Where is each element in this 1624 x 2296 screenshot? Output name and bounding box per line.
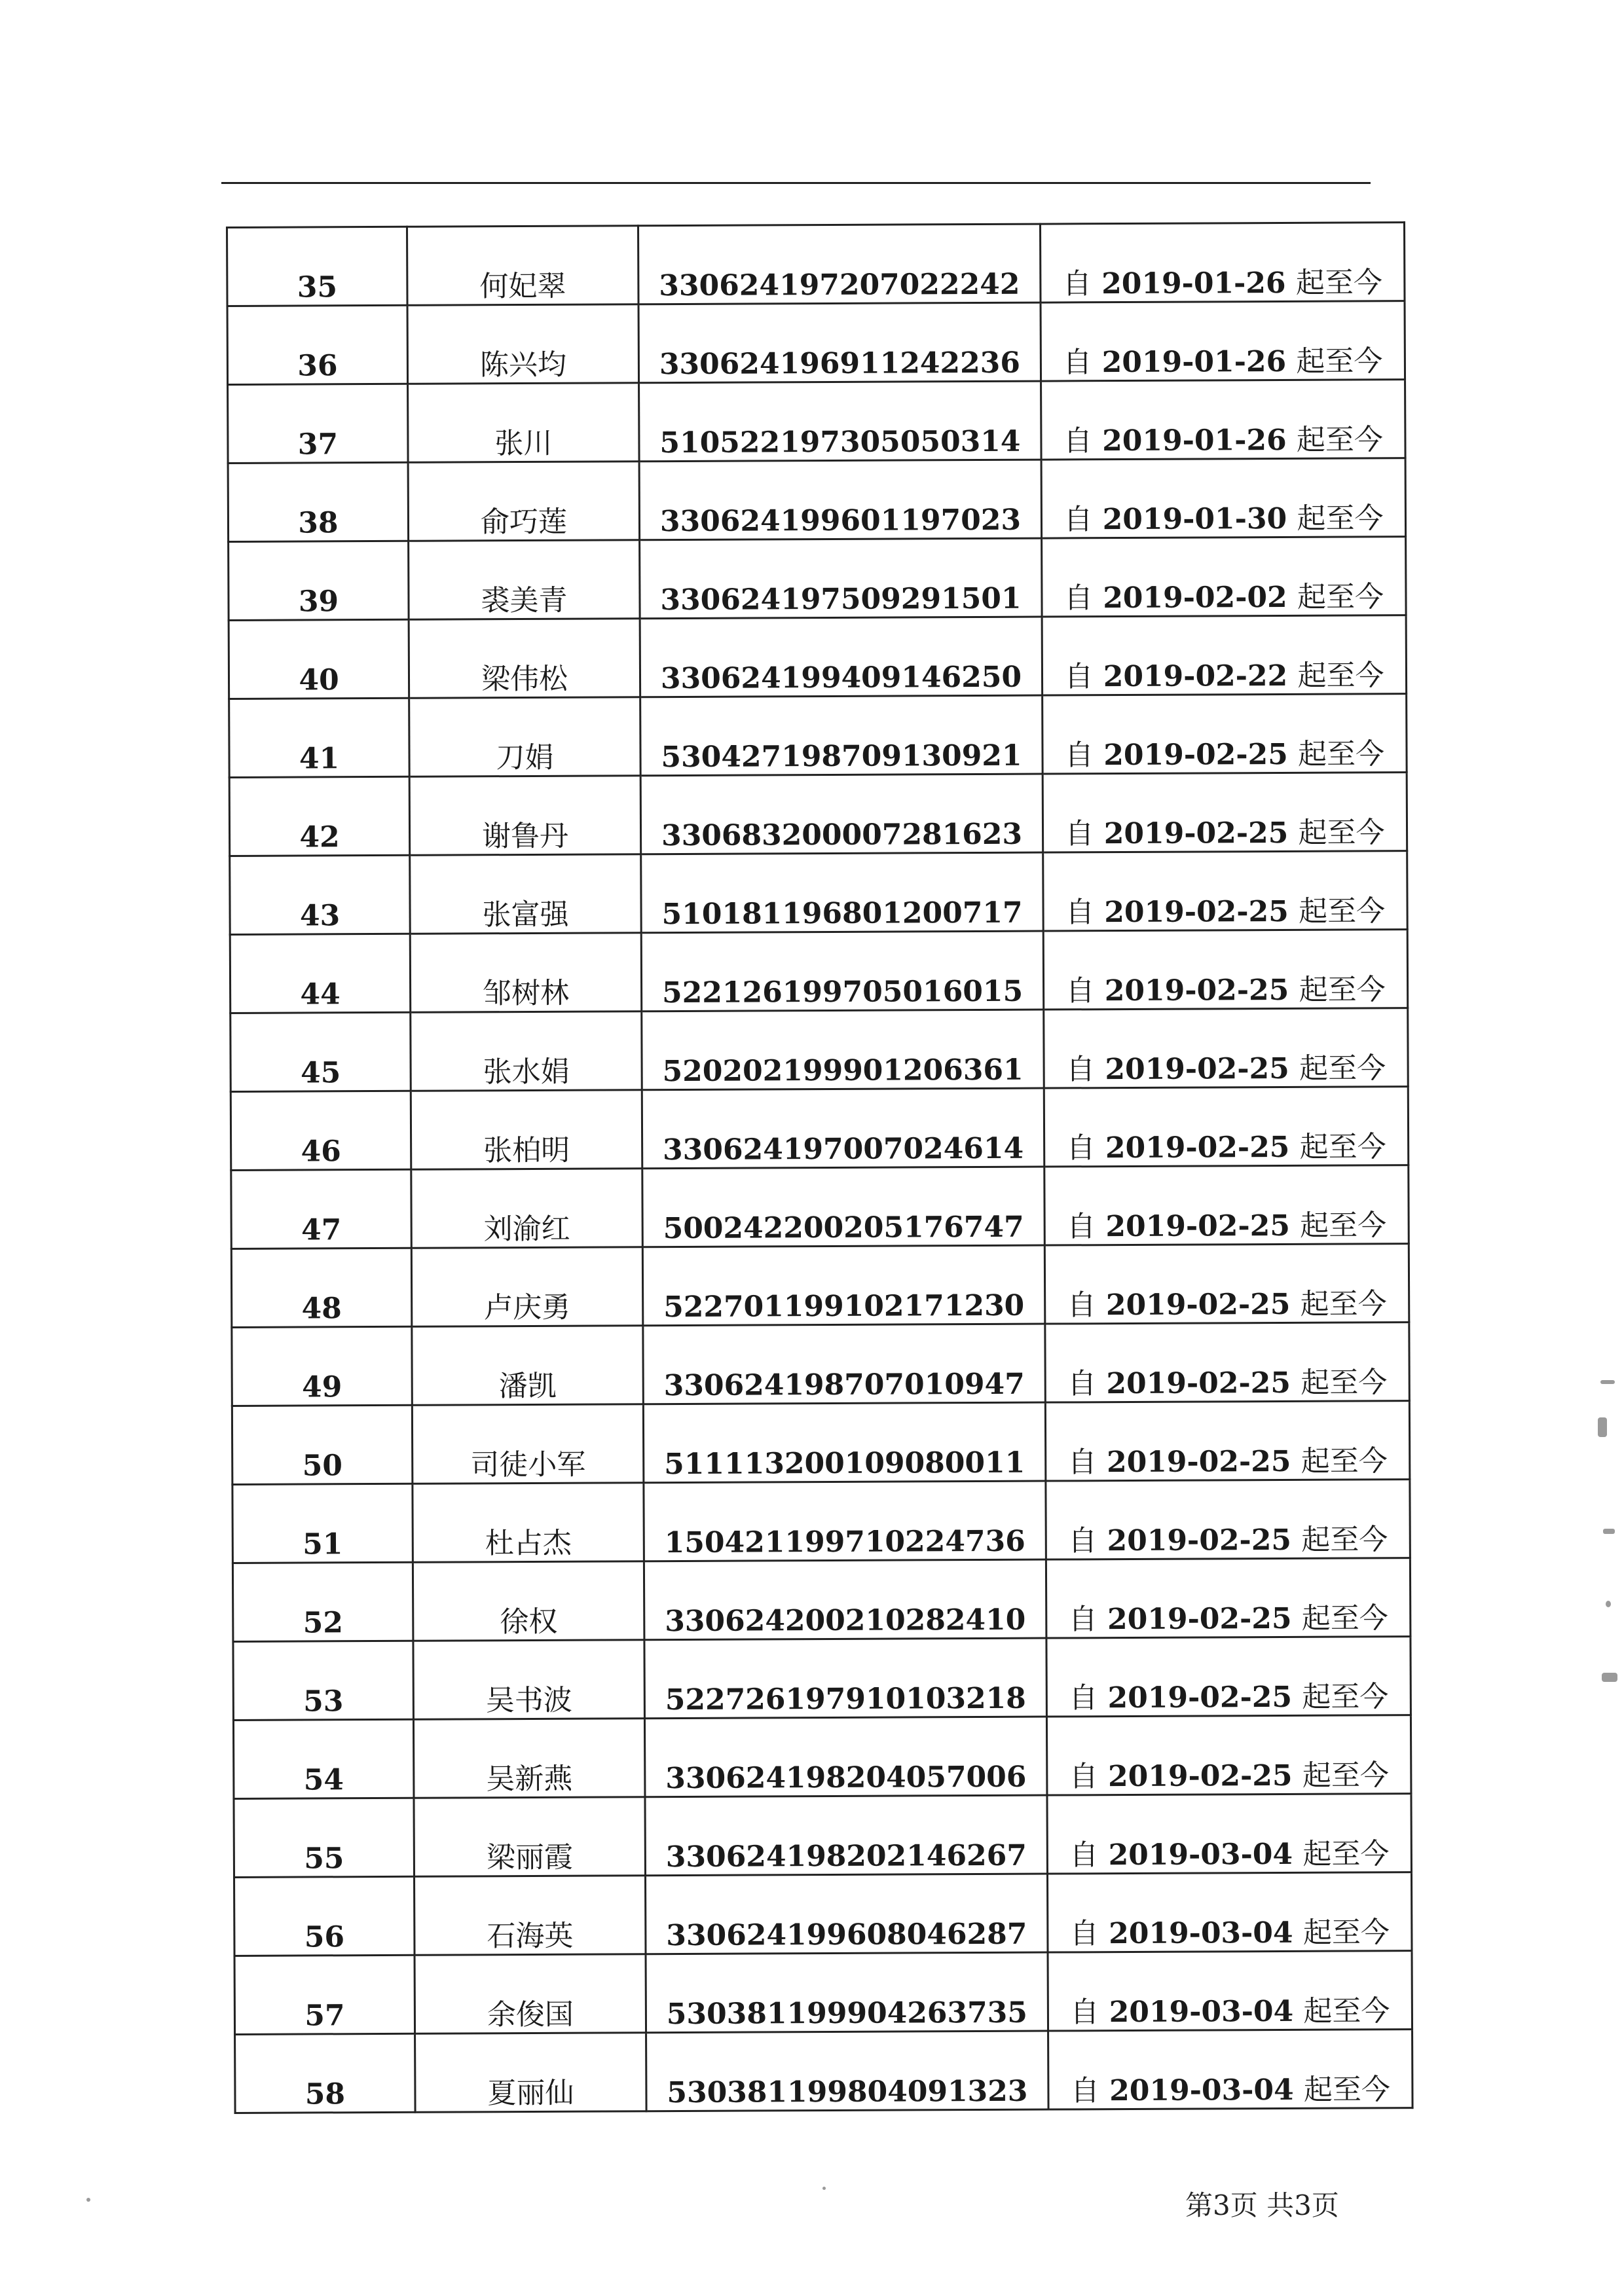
row-number: 51 xyxy=(232,1484,413,1563)
row-number: 37 xyxy=(228,384,409,463)
row-number: 49 xyxy=(232,1326,413,1406)
roster-body xyxy=(227,223,1413,2113)
table-row xyxy=(228,458,1406,542)
row-id-number: 522701199102171230 xyxy=(642,1245,1045,1326)
header-rule xyxy=(221,182,1371,184)
page-footer xyxy=(1185,2184,1339,2223)
row-period xyxy=(1044,1087,1409,1167)
row-id-number: 330624197509291501 xyxy=(640,538,1043,619)
row-number: 58 xyxy=(235,2033,416,2113)
row-id-number: 330624197007024614 xyxy=(642,1088,1044,1169)
period-date: 2019-01-30 xyxy=(1102,501,1287,537)
row-period xyxy=(1045,1401,1410,1481)
period-date: 2019-01-26 xyxy=(1102,423,1287,458)
table-row xyxy=(229,537,1407,621)
row-id-number: 330624198204057006 xyxy=(644,1717,1047,1797)
row-id-number: 530381199904263735 xyxy=(646,1952,1048,2033)
row-period xyxy=(1043,851,1408,931)
row-number: 50 xyxy=(232,1405,413,1484)
row-name: 邹树林 xyxy=(410,933,642,1013)
row-number: 48 xyxy=(231,1248,412,1327)
row-name: 卢庆勇 xyxy=(411,1247,643,1327)
row-id-number: 530427198709130921 xyxy=(640,695,1043,776)
period-suffix: 起至今 xyxy=(1302,1916,1390,1950)
row-number: 42 xyxy=(229,776,410,856)
period-date: 2019-02-25 xyxy=(1105,1287,1291,1322)
period-date: 2019-03-04 xyxy=(1109,2073,1294,2108)
row-number: 56 xyxy=(234,1876,415,1956)
row-id-number: 500242200205176747 xyxy=(642,1167,1045,1247)
row-id-number: 511113200109080011 xyxy=(643,1402,1046,1483)
row-name: 裘美青 xyxy=(409,540,640,620)
row-id-number: 520202199901206361 xyxy=(642,1010,1044,1090)
period-suffix: 起至今 xyxy=(1299,1130,1386,1164)
table-row xyxy=(231,1087,1409,1171)
row-name: 石海英 xyxy=(414,1876,646,1956)
row-period xyxy=(1046,1558,1411,1638)
scan-speck xyxy=(1602,1673,1617,1682)
row-name: 张水娟 xyxy=(411,1011,642,1091)
period-date: 2019-02-25 xyxy=(1103,816,1289,851)
period-prefix: 自 xyxy=(1070,2074,1099,2108)
row-name: 夏丽仙 xyxy=(415,2033,647,2113)
row-number: 39 xyxy=(229,541,409,620)
table-row xyxy=(230,851,1408,935)
table-row xyxy=(232,1401,1410,1485)
table-row xyxy=(231,1244,1409,1328)
row-period xyxy=(1047,1794,1412,1874)
period-date: 2019-02-25 xyxy=(1106,1444,1291,1480)
period-suffix: 起至今 xyxy=(1303,1994,1390,2028)
row-number: 38 xyxy=(228,462,409,541)
period-date: 2019-02-25 xyxy=(1107,1601,1292,1637)
period-suffix: 起至今 xyxy=(1297,580,1384,614)
period-suffix: 起至今 xyxy=(1296,423,1384,457)
scan-speck xyxy=(1598,1417,1607,1437)
footer-page-total: 3 xyxy=(1294,2189,1312,2221)
row-period xyxy=(1046,1715,1411,1795)
row-period xyxy=(1046,1637,1411,1717)
period-prefix: 自 xyxy=(1064,660,1094,694)
period-prefix: 自 xyxy=(1069,1760,1098,1794)
row-name: 谢鲁丹 xyxy=(409,776,641,856)
table-row xyxy=(235,2030,1413,2113)
row-id-number: 510181196801200717 xyxy=(641,852,1044,933)
period-date: 2019-02-25 xyxy=(1105,1051,1289,1087)
period-prefix: 自 xyxy=(1065,896,1095,930)
row-number: 41 xyxy=(229,698,410,777)
row-name: 何妃翠 xyxy=(407,226,639,306)
table-row xyxy=(231,1008,1409,1092)
row-id-number: 330683200007281623 xyxy=(640,774,1043,854)
row-name: 吴书波 xyxy=(413,1640,645,1720)
row-period xyxy=(1047,1872,1412,1952)
row-period xyxy=(1048,2030,1413,2109)
period-prefix: 自 xyxy=(1069,1917,1099,1951)
scan-speck xyxy=(1603,1529,1615,1534)
row-number: 44 xyxy=(230,934,411,1013)
row-period xyxy=(1040,223,1405,302)
table-row xyxy=(229,615,1407,699)
period-prefix: 自 xyxy=(1065,817,1094,851)
row-id-number: 150421199710224736 xyxy=(644,1481,1046,1561)
period-suffix: 起至今 xyxy=(1299,894,1386,928)
row-id-number: 510522197305050314 xyxy=(639,381,1042,462)
row-id-number: 330624198707010947 xyxy=(643,1324,1046,1404)
row-name: 张柏明 xyxy=(411,1090,642,1170)
row-number: 43 xyxy=(230,855,411,934)
table-row xyxy=(229,773,1407,856)
period-suffix: 起至今 xyxy=(1301,1601,1388,1635)
row-name: 徐权 xyxy=(413,1561,644,1641)
period-date: 2019-02-25 xyxy=(1106,1366,1291,1401)
period-suffix: 起至今 xyxy=(1297,501,1384,536)
period-prefix: 自 xyxy=(1067,1210,1096,1244)
period-prefix: 自 xyxy=(1063,581,1094,615)
period-suffix: 起至今 xyxy=(1302,1837,1390,1871)
row-number: 40 xyxy=(229,619,409,699)
table-row xyxy=(234,1951,1412,2035)
period-prefix: 自 xyxy=(1067,1288,1096,1322)
period-suffix: 起至今 xyxy=(1297,659,1384,693)
row-id-number: 530381199804091323 xyxy=(646,2031,1049,2111)
row-name: 司徒小军 xyxy=(412,1404,644,1484)
row-period xyxy=(1043,930,1408,1010)
period-suffix: 起至今 xyxy=(1303,2073,1391,2107)
row-name: 杜占杰 xyxy=(413,1483,644,1563)
row-id-number: 330624198202146267 xyxy=(645,1795,1048,1876)
row-period xyxy=(1041,458,1406,538)
table-row xyxy=(233,1637,1411,1721)
row-name: 梁伟松 xyxy=(409,619,640,699)
row-number: 57 xyxy=(234,1955,415,2034)
row-period xyxy=(1048,1951,1412,2031)
table-row xyxy=(227,301,1405,385)
period-prefix: 自 xyxy=(1068,1524,1098,1558)
scan-speck xyxy=(822,2187,826,2190)
row-name: 刘渝红 xyxy=(411,1169,643,1248)
row-id-number: 330624196911242236 xyxy=(638,302,1041,383)
row-name: 梁丽霞 xyxy=(414,1797,646,1877)
table-row xyxy=(234,1794,1412,1878)
row-period xyxy=(1045,1322,1410,1402)
period-date: 2019-02-25 xyxy=(1104,973,1289,1008)
table-row xyxy=(228,380,1406,464)
table-row xyxy=(232,1558,1411,1642)
period-suffix: 起至今 xyxy=(1301,1366,1388,1400)
row-period xyxy=(1042,615,1407,695)
table-row xyxy=(232,1480,1411,1563)
roster-table xyxy=(226,221,1414,2114)
row-period xyxy=(1044,1244,1409,1324)
row-id-number: 330624199601197023 xyxy=(639,460,1042,540)
row-period xyxy=(1041,301,1405,381)
period-date: 2019-02-02 xyxy=(1103,580,1287,615)
row-name: 刀娟 xyxy=(409,697,641,777)
row-number: 45 xyxy=(231,1012,411,1091)
period-date: 2019-03-04 xyxy=(1108,1837,1293,1872)
footer-page-current: 3 xyxy=(1213,2189,1230,2221)
period-suffix: 起至今 xyxy=(1299,973,1386,1007)
period-prefix: 自 xyxy=(1063,424,1092,458)
row-period xyxy=(1044,1165,1409,1245)
table-row xyxy=(230,930,1408,1013)
footer-page-prefix: 第 xyxy=(1185,2189,1213,2221)
period-date: 2019-02-25 xyxy=(1104,894,1289,930)
period-date: 2019-02-25 xyxy=(1103,737,1288,773)
row-period xyxy=(1041,380,1406,460)
period-prefix: 自 xyxy=(1065,974,1095,1008)
row-name: 吴新燕 xyxy=(413,1719,645,1798)
period-suffix: 起至今 xyxy=(1296,344,1383,378)
table-row xyxy=(227,223,1405,306)
period-prefix: 自 xyxy=(1063,503,1093,537)
period-date: 2019-02-22 xyxy=(1103,659,1288,694)
row-number: 54 xyxy=(233,1719,414,1798)
row-number: 47 xyxy=(231,1169,412,1248)
period-date: 2019-02-25 xyxy=(1107,1680,1293,1715)
row-id-number: 522726197910103218 xyxy=(644,1638,1047,1719)
period-prefix: 自 xyxy=(1064,738,1094,773)
scan-speck xyxy=(1600,1380,1615,1384)
table-row xyxy=(231,1165,1409,1249)
period-prefix: 自 xyxy=(1066,1131,1096,1165)
period-suffix: 起至今 xyxy=(1300,1209,1387,1243)
scan-speck xyxy=(1606,1601,1611,1607)
row-period xyxy=(1046,1480,1411,1559)
row-id-number: 522126199705016015 xyxy=(641,931,1044,1011)
period-date: 2019-02-25 xyxy=(1107,1523,1292,1558)
row-number: 36 xyxy=(227,305,408,384)
period-date: 2019-02-25 xyxy=(1105,1130,1290,1165)
period-prefix: 自 xyxy=(1068,1603,1098,1637)
table-row xyxy=(232,1322,1410,1406)
period-date: 2019-03-04 xyxy=(1109,1916,1293,1951)
table-row xyxy=(234,1872,1412,1956)
row-period xyxy=(1043,773,1407,852)
period-suffix: 起至今 xyxy=(1301,1444,1388,1478)
period-suffix: 起至今 xyxy=(1302,1758,1389,1793)
scan-speck xyxy=(86,2198,90,2202)
period-prefix: 自 xyxy=(1070,1995,1099,2030)
row-number: 35 xyxy=(227,227,408,306)
row-name: 潘凯 xyxy=(412,1326,644,1406)
row-name: 陈兴均 xyxy=(407,304,639,384)
row-number: 46 xyxy=(231,1091,411,1170)
row-name: 张富强 xyxy=(410,854,642,934)
footer-page-suffix: 页 xyxy=(1311,2189,1339,2221)
row-number: 52 xyxy=(232,1562,413,1641)
row-id-number: 330624199608046287 xyxy=(645,1874,1048,1954)
table-row xyxy=(229,694,1407,778)
table-row xyxy=(233,1715,1411,1799)
period-prefix: 自 xyxy=(1069,1838,1099,1872)
row-period xyxy=(1043,694,1407,774)
row-name: 余俊国 xyxy=(415,1954,646,2034)
period-date: 2019-01-26 xyxy=(1101,344,1287,380)
footer-page-mid: 页 共 xyxy=(1230,2189,1295,2221)
period-prefix: 自 xyxy=(1067,1446,1097,1480)
row-name: 张川 xyxy=(408,383,640,463)
row-period xyxy=(1042,537,1407,617)
period-date: 2019-02-25 xyxy=(1105,1209,1291,1244)
period-suffix: 起至今 xyxy=(1298,816,1385,850)
period-suffix: 起至今 xyxy=(1300,1287,1387,1321)
period-date: 2019-02-25 xyxy=(1107,1758,1293,1794)
row-id-number: 330624199409146250 xyxy=(640,617,1043,697)
period-suffix: 起至今 xyxy=(1297,737,1385,771)
period-suffix: 起至今 xyxy=(1302,1680,1389,1714)
row-number: 53 xyxy=(233,1641,414,1720)
row-period xyxy=(1044,1008,1409,1088)
period-suffix: 起至今 xyxy=(1301,1523,1388,1557)
row-number: 55 xyxy=(234,1798,415,1877)
period-suffix: 起至今 xyxy=(1299,1051,1386,1085)
period-prefix: 自 xyxy=(1065,1053,1096,1087)
period-prefix: 自 xyxy=(1062,267,1092,301)
period-prefix: 自 xyxy=(1069,1681,1098,1715)
row-name: 俞巧莲 xyxy=(408,462,640,541)
period-suffix: 起至今 xyxy=(1295,266,1383,300)
row-id-number: 330624200210282410 xyxy=(644,1559,1046,1640)
row-id-number: 330624197207022242 xyxy=(638,224,1041,304)
period-prefix: 自 xyxy=(1067,1367,1097,1401)
period-date: 2019-01-26 xyxy=(1101,266,1286,301)
period-prefix: 自 xyxy=(1063,346,1092,380)
period-date: 2019-03-04 xyxy=(1109,1994,1294,2030)
